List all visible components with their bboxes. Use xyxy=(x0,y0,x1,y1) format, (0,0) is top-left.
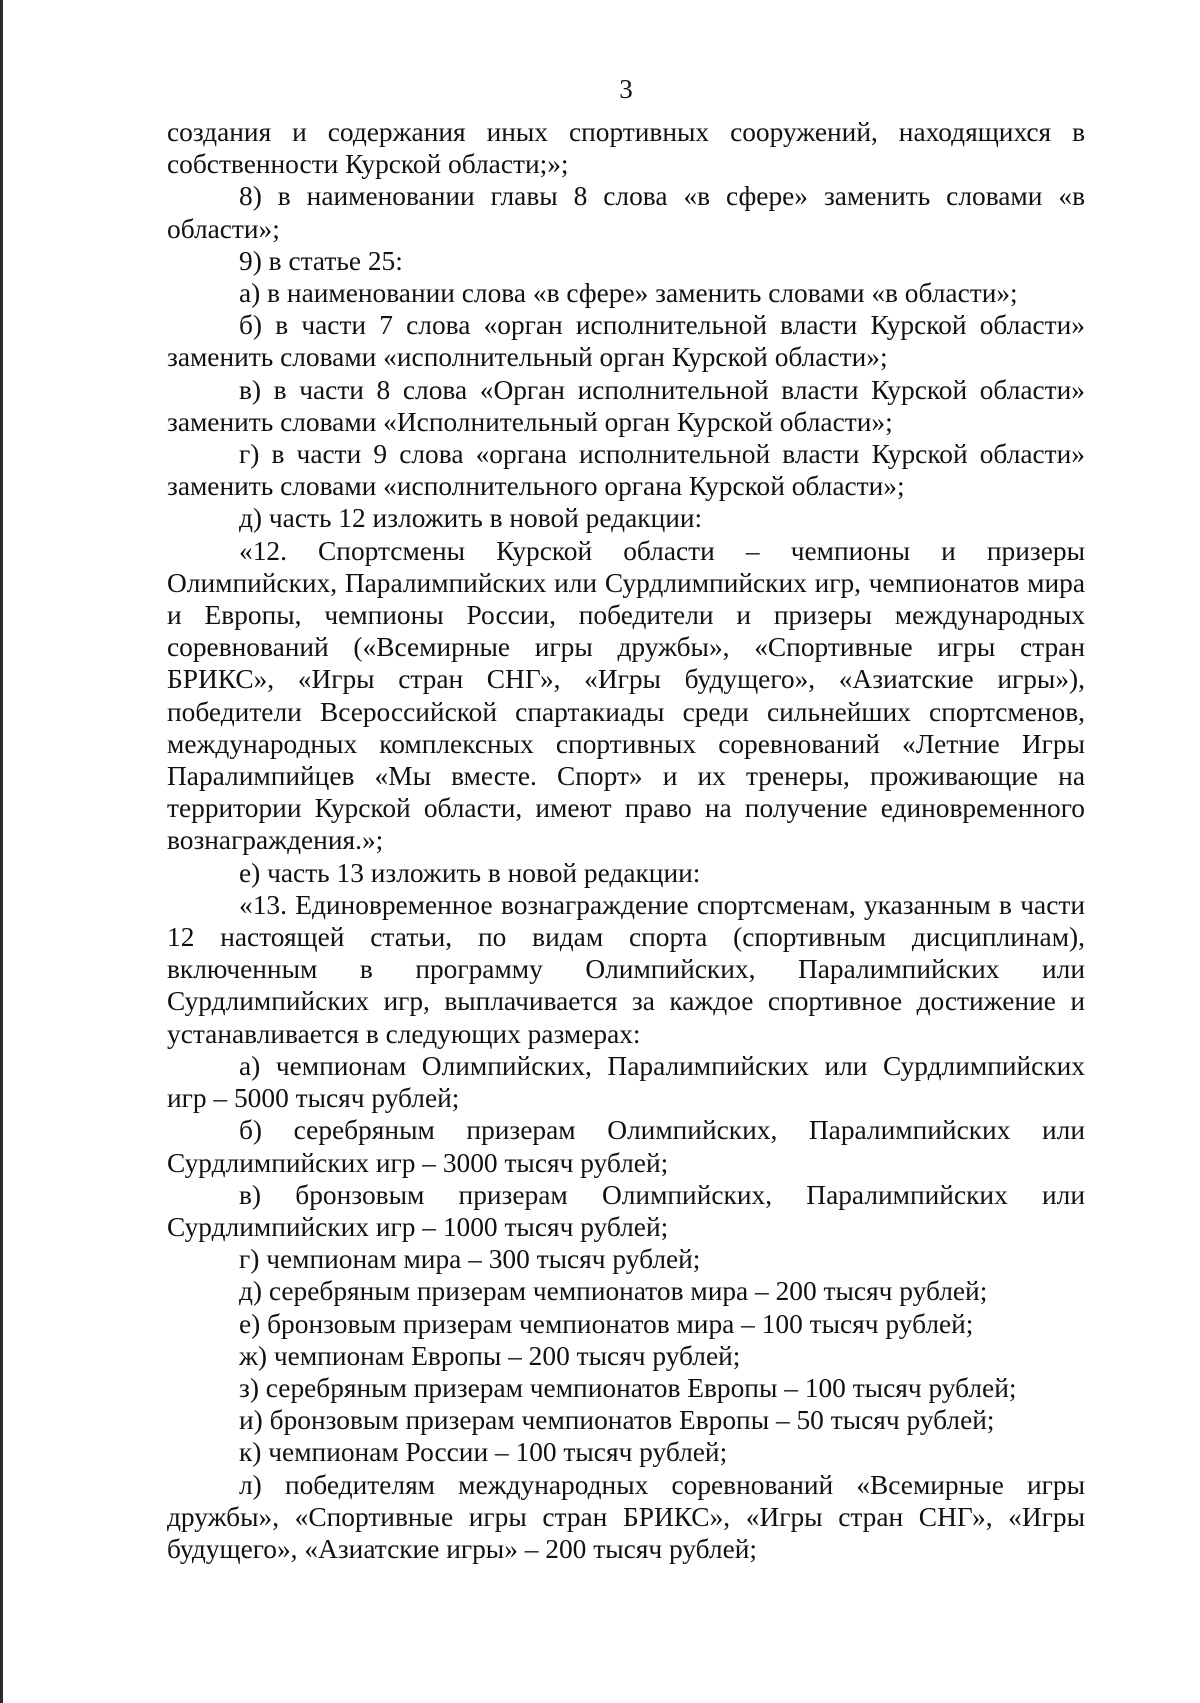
paragraph: в) в части 8 слова «Орган исполнительной власти Курской области» заменить словами «Исполнительный орган Курской области»; xyxy=(167,374,1085,437)
paragraph: г) в части 9 слова «органа исполнительной власти Курской области» заменить словами «исполнительного органа Курской области»; xyxy=(167,439,1085,502)
document-body xyxy=(167,116,1085,1565)
paragraph: и) бронзовым призерам чемпионатов Европы – 50 тысяч рублей; xyxy=(239,1405,995,1436)
paragraph: б) серебряным призерам Олимпийских, Паралимпийских или Сурдлимпийских игр – 3000 тысяч рублей; xyxy=(167,1115,1085,1178)
paragraph: б) в части 7 слова «орган исполнительной власти Курской области» заменить словами «исполнительный орган Курской области»; xyxy=(167,310,1085,373)
paragraph: е) часть 13 изложить в новой редакции: xyxy=(239,857,701,888)
paragraph: з) серебряным призерам чемпионатов Европы – 100 тысяч рублей; xyxy=(239,1372,1017,1403)
paragraph: д) серебряным призерам чемпионатов мира – 200 тысяч рублей; xyxy=(239,1276,988,1307)
paragraph: в) бронзовым призерам Олимпийских, Паралимпийских или Сурдлимпийских игр – 1000 тысяч рублей; xyxy=(167,1179,1085,1242)
paragraph: «13. Единовременное вознаграждение спортсменам, указанным в части 12 настоящей статьи, по видам спорта (спортивным дисциплинам), включенным в программу Олимпийских, Паралимпийских или Сурдлимпийских игр, выплачивается за каждое спортивное достижение и устанавливается в следующих размерах: xyxy=(167,889,1085,1049)
paragraph: ж) чемпионам Европы – 200 тысяч рублей; xyxy=(239,1340,741,1371)
paragraph: а) чемпионам Олимпийских, Паралимпийских или Сурдлимпийских игр – 5000 тысяч рублей; xyxy=(167,1050,1085,1114)
paragraph: е) бронзовым призерам чемпионатов мира – 100 тысяч рублей; xyxy=(239,1308,974,1339)
paragraph: д) часть 12 изложить в новой редакции: xyxy=(239,503,703,534)
paragraph: л) победителям международных соревнований «Всемирные игры дружбы», «Спортивные игры стран БРИКС», «Игры стран СНГ», «Игры будущего», «Азиатские игры» – 200 тысяч рублей; xyxy=(167,1469,1085,1564)
scan-edge-line xyxy=(0,0,3,1703)
paragraph: к) чемпионам России – 100 тысяч рублей; xyxy=(239,1437,728,1468)
paragraph: г) чемпионам мира – 300 тысяч рублей; xyxy=(239,1244,701,1275)
paragraph: создания и содержания иных спортивных сооружений, находящихся в собственности Курской области;»; xyxy=(167,117,1085,180)
page-number: 3 xyxy=(619,74,633,104)
paragraph: «12. Спортсмены Курской области – чемпионы и призеры Олимпийских, Паралимпийских или Сурдлимпийских игр, чемпионатов мира и Европы, чемпионы России, победители и призеры международных соревнований («Всемирные игры дружбы», «Спортивные игры стран БРИКС», «Игры стран СНГ», «Игры будущего», «Азиатские игры»), победители Всероссийской спартакиады среди сильнейших спортсменов, международных комплексных спортивных соревнований «Летние Игры Паралимпийцев «Мы вместе. Спорт» и их тренеры, проживающие на территории Курской области, имеют право на получение единовременного вознаграждения.»; xyxy=(167,535,1085,856)
paragraph: а) в наименовании слова «в сфере» заменить словами «в области»; xyxy=(239,278,1018,309)
paragraph: 9) в статье 25: xyxy=(239,245,403,276)
paragraph: 8) в наименовании главы 8 слова «в сфере» заменить словами «в области»; xyxy=(167,181,1085,244)
